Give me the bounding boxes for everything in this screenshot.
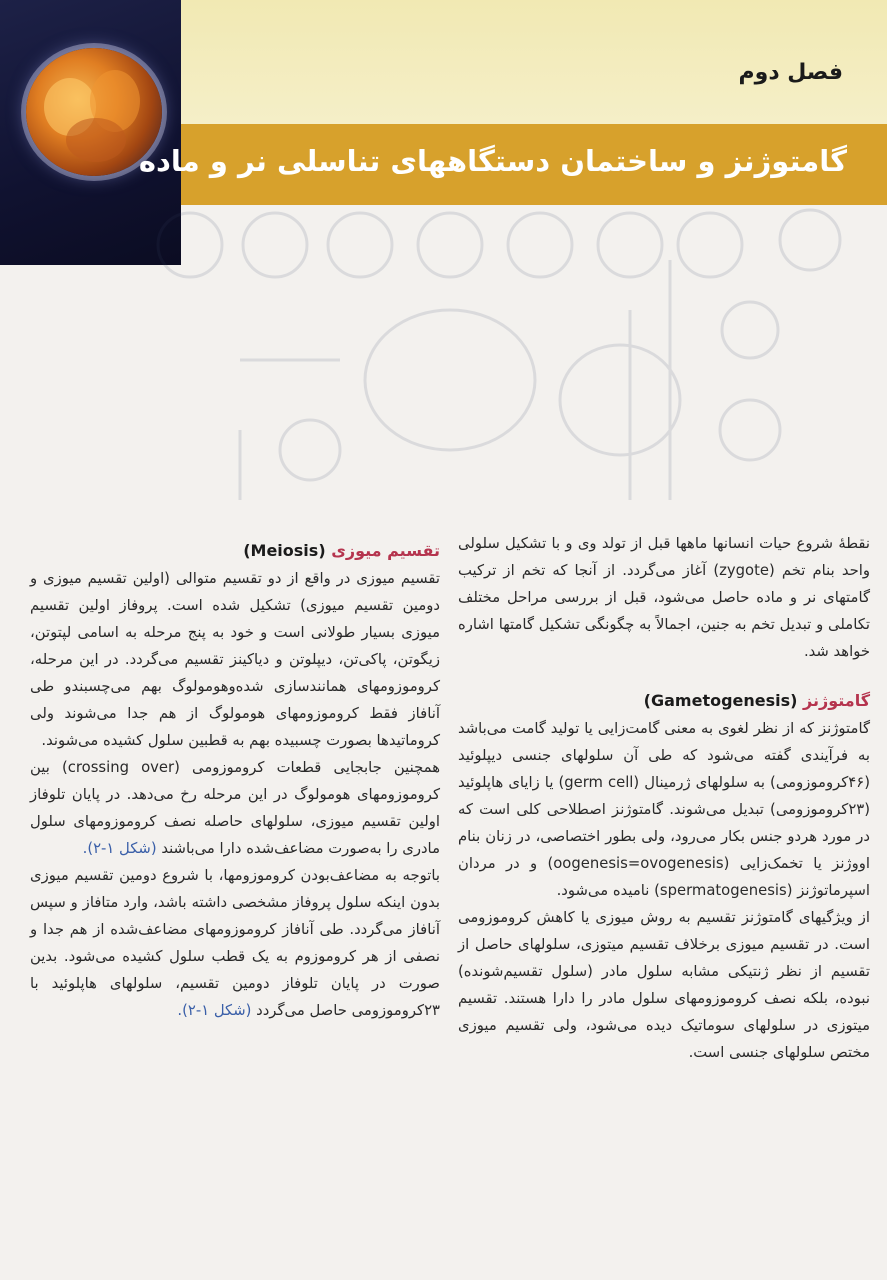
cell-lobe	[66, 118, 126, 162]
figure-reference[interactable]: (شکل ۱-۲).	[177, 1002, 252, 1019]
section-heading-meiosis	[30, 537, 440, 565]
section-heading-fa: تقسیم میوزی	[331, 541, 440, 560]
meiosis-paragraph-3	[30, 862, 440, 1024]
meiosis-paragraph-2	[30, 754, 440, 862]
meiosis-feature-paragraph: از ویژگیهای گامتوژنز تقسیم به روش میوزی یا کاهش کروموزومی است. در تقسیم میوزی برخلاف تقسیم میتوزی، سلولهای حاصل از تقسیم از نظر ژنتیکی مشابه سلول مادر (سلول تقسیم‌شونده) نبوده، بلکه نصف کروموزومهای سلول مادر را دارا هستند. تقسیم میتوزی در سلولهای سوماتیک دیده می‌شود، ولی تقسیم میوزی مختص سلولهای جنسی است.	[458, 909, 870, 1061]
chapter-label: فصل دوم	[738, 60, 843, 85]
figure-reference[interactable]: (شکل ۱-۲).	[82, 840, 157, 857]
background-meiosis-figure	[150, 200, 880, 520]
chapter-title: گامتوژنز و ساختمان دستگاههای تناسلی نر و ماده	[138, 144, 847, 178]
gametogenesis-paragraph: گامتوژنز که از نظر لغوی به معنی گامت‌زایی یا تولید گامت می‌باشد به فرآیندی گفته می‌شود که طی آن سلولهای جنسی دیپلوئید (۴۶کروموزومی) به سلولهای ژرمینال (germ cell) یا زایای هاپلوئید (۲۳کروموزومی) تبدیل می‌شوند. گامتوژنز اصطلاحی کلی است که در مورد هردو جنس بکار می‌رود، ولی بطور اختصاصی، در زنان بنام اووژنز یا تخمک‌زایی (oogenesis=ovogenesis) و در مردان اسپرماتوژنز (spermatogenesis) نامیده می‌شود.	[458, 720, 870, 899]
section-heading-fa: گامتوژنز	[803, 691, 870, 710]
chapter-title-band	[138, 124, 887, 205]
left-text-column	[30, 537, 440, 1024]
chapter-header-top	[181, 0, 887, 124]
section-heading-en: (Meiosis)	[243, 541, 326, 560]
spacer	[458, 665, 870, 687]
intro-paragraph: نقطهٔ شروع حیات انسانها ماهها قبل از تولد وی و با تشکیل سلولی واحد بنام تخم (zygote) آغاز می‌گردد. از آنجا که تخم از ترکیب گامتهای نر و ماده حاصل می‌شود، قبل از بررسی مراحل مختلف تکاملی و تبدیل تخم به جنین، اجمالاً به چگونگی تشکیل گامتها اشاره خواهد شد.	[458, 535, 870, 660]
meiosis-paragraph-3-text: باتوجه به مضاعف‌بودن کروموزومها، با شروع دومین تقسیم میوزی بدون اینکه سلول پروفاز مشخصی داشته باشد، وارد متافاز و سپس آنافاز می‌گردد. طی آنافاز کروموزومهای مضاعف‌شده از هم جدا و نصفی از هر کروموزوم به یک قطب سلول کشیده می‌شود. بدین صورت در پایان تلوفاز دومین تقسیم، سلولهای هاپلوئید با ۲۳کروموزومی حاصل می‌گردد	[30, 867, 440, 1019]
meiosis-paragraph-2-text: همچنین جابجایی قطعات کروموزومی (crossing over) بین کروموزومهای هومولوگ در این مرحله رخ می‌دهد. در پایان تلوفاز اولین تقسیم میوزی، سلولهای حاصله نصف کروموزومهای سلول مادری را به‌صورت مضاعف‌شده دارا می‌باشند	[30, 759, 440, 857]
section-heading-gametogenesis	[458, 687, 870, 715]
right-text-column	[458, 530, 870, 1066]
meiosis-paragraph-1: تقسیم میوزی در واقع از دو تقسیم متوالی (اولین تقسیم میوزی و دومین تقسیم میوزی) تشکیل شده است. پروفاز اولین تقسیم میوزی بسیار طولانی است و خود به پنج مرحله به اسامی لپتوتن، زیگوتن، پاکی‌تن، دیپلوتن و دیاکینز تقسیم می‌گردد. در این مرحله، کروموزومهای همانندسازی شده‌وهومولوگ بهم می‌چسبندو طی آنافاز فقط کروموزومهای هومولوگ از هم جدا می‌شوند ولی کروماتیدها بصورت چسبیده بهم به قطبین سلول کشیده می‌شوند.	[30, 570, 440, 749]
section-heading-en: (Gametogenesis)	[643, 691, 798, 710]
